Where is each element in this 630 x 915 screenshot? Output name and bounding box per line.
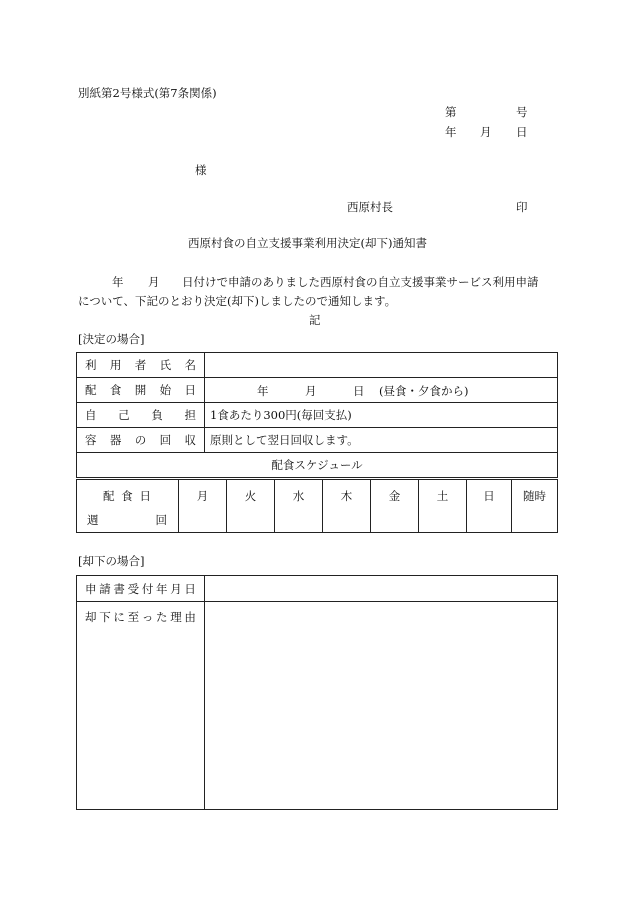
header-date-day: 日 xyxy=(516,125,528,139)
rejection-heading: [却下の場合] xyxy=(78,554,145,568)
schedule-table xyxy=(76,479,558,533)
schedule-title: 配食スケジュール xyxy=(77,453,558,478)
application-received-date-label: 申 請 書 受 付 年 月 日 xyxy=(77,576,205,602)
table-row xyxy=(77,602,558,810)
day-saturday: 土 xyxy=(419,480,467,533)
user-name-value xyxy=(205,353,558,378)
document-number-suffix: 号 xyxy=(516,105,528,119)
table-row xyxy=(77,403,558,428)
self-pay-value: 1食あたり300円(毎回支払) xyxy=(205,403,558,428)
container-collection-label: 容 器 の 回 収 xyxy=(77,428,205,453)
header-date-month: 月 xyxy=(480,125,492,139)
table-row xyxy=(77,428,558,453)
schedule-row xyxy=(77,480,558,533)
decision-table xyxy=(76,352,558,478)
decision-heading: [決定の場合] xyxy=(78,332,145,346)
self-pay-label: 自 己 負 担 xyxy=(77,403,205,428)
body-date-month: 月 xyxy=(148,275,160,289)
rejection-reason-value xyxy=(205,602,558,810)
container-collection-value: 原則として翌日回収します。 xyxy=(205,428,558,453)
table-row xyxy=(77,576,558,602)
day-anytime: 随時 xyxy=(512,480,558,533)
day-monday: 月 xyxy=(179,480,227,533)
day-thursday: 木 xyxy=(323,480,371,533)
application-received-date-value xyxy=(205,576,558,602)
document-title: 西原村食の自立支援事業利用決定(却下)通知書 xyxy=(188,236,427,250)
header-date-year: 年 xyxy=(445,125,457,139)
body-date-year: 年 xyxy=(112,275,124,289)
delivery-start-label: 配 食 開 始 日 xyxy=(77,378,205,403)
day-sunday: 日 xyxy=(467,480,512,533)
rejection-reason-label: 却 下 に 至 っ た 理 由 xyxy=(77,602,205,810)
table-row xyxy=(77,353,558,378)
schedule-label-line1: 配 食 日 xyxy=(103,489,151,503)
body-line-2: について、下記のとおり決定(却下)しましたので通知します。 xyxy=(78,294,397,308)
form-reference: 別紙第2号様式(第7条関係) xyxy=(78,86,217,100)
day-friday: 金 xyxy=(371,480,419,533)
seal-mark: 印 xyxy=(516,200,528,214)
day-tuesday: 火 xyxy=(227,480,275,533)
schedule-label-cell xyxy=(77,480,179,533)
ki-mark: 記 xyxy=(309,313,321,327)
sender-name: 西原村長 xyxy=(347,200,393,214)
table-row xyxy=(77,453,558,478)
schedule-label-line2: 週 回 xyxy=(87,513,167,527)
rejection-table xyxy=(76,575,558,810)
delivery-start-value: 年 月 日 (昼食・夕食から) xyxy=(205,378,558,403)
document-number-prefix: 第 xyxy=(445,105,457,119)
day-wednesday: 水 xyxy=(275,480,323,533)
table-row xyxy=(77,378,558,403)
body-line-1: 日付けで申請のありました西原村食の自立支援事業サービス利用申請 xyxy=(182,275,539,289)
addressee-suffix: 様 xyxy=(195,163,207,177)
user-name-label: 利 用 者 氏 名 xyxy=(77,353,205,378)
